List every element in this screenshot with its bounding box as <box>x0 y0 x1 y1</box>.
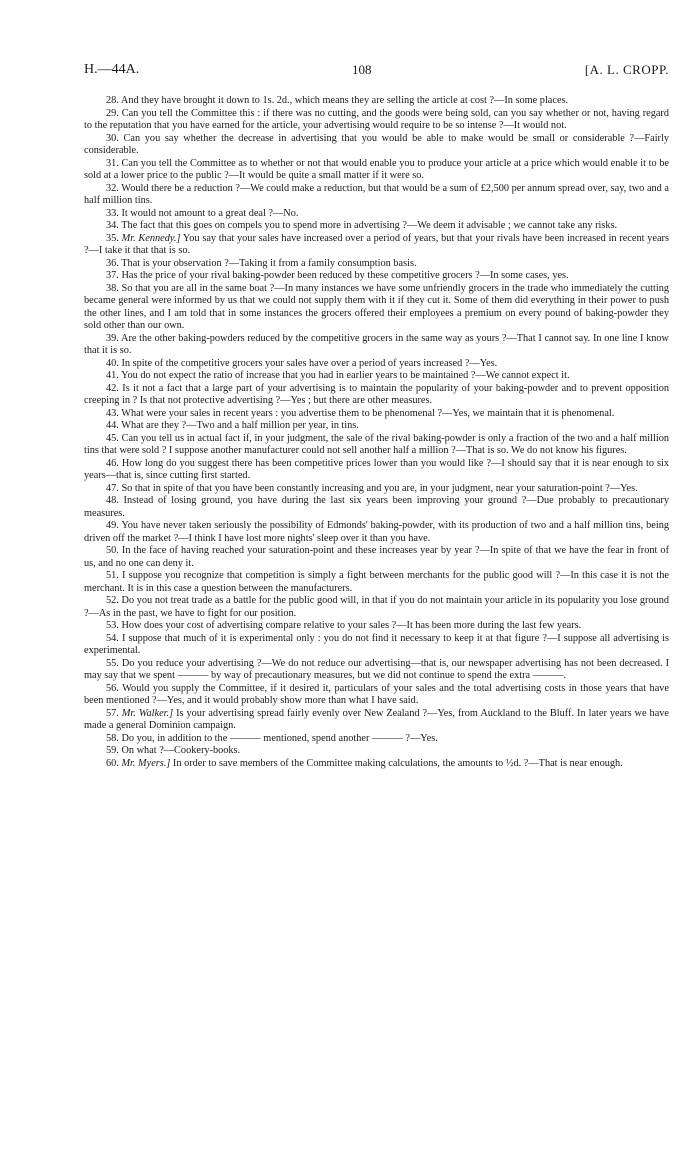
testimony-paragraph <box>84 233 669 258</box>
witness-name: [A. L. CROPP. <box>584 62 669 77</box>
testimony-paragraph <box>84 545 669 570</box>
paragraph-text: 52. Do you not treat trade as a battle for the public good will, in that if you do not maintain your article in its popularity you lose ground ?—As in the past, we have to fight for our position. <box>84 595 669 619</box>
testimony-paragraph <box>84 495 669 520</box>
testimony-paragraph <box>84 520 669 545</box>
paragraph-text: 44. What are they ?—Two and a half million per year, in tins. <box>106 420 359 431</box>
testimony-paragraph <box>84 458 669 483</box>
paragraph-text: 36. That is your observation ?—Taking it from a family consumption basis. <box>106 257 417 269</box>
paragraph-text: 33. It would not amount to a great deal ?—No. <box>106 207 299 219</box>
testimony-paragraph <box>84 433 669 458</box>
testimony-paragraph <box>84 333 669 358</box>
page-number: 108 <box>352 62 372 77</box>
paragraph-text: 50. In the face of having reached your saturation-point and these increases year by year ?—In spite of that we have the fear in front of us, and no one can deny it. <box>84 545 669 569</box>
paragraph-text: 30. Can you say whether the decrease in advertising that you would be able to make would be small or considerable ?—Fairly considerable. <box>84 132 669 156</box>
testimony-paragraph <box>84 708 669 733</box>
paragraph-text: 46. How long do you suggest there has been competitive prices lower than you would like ?—I should say that it is near enough to six years—that is, since cutting first started. <box>84 457 669 481</box>
testimony-paragraph <box>84 758 669 771</box>
paragraph-text: 40. In spite of the competitive grocers your sales have over a period of years increased ?—Yes. <box>106 357 498 369</box>
question-number: 57. <box>106 707 122 719</box>
testimony-paragraph <box>84 133 669 158</box>
paragraph-text: 56. Would you supply the Committee, if it desired it, particulars of your sales and the total advertising costs in those years that have been mentioned ?—Yes, and it would probably show more than what I have said. <box>84 682 669 706</box>
paragraph-text: 43. What were your sales in recent years : you advertise them to be phenomenal ?—Yes, we maintain that it is phenomenal. <box>106 407 615 419</box>
testimony-paragraph <box>84 745 669 758</box>
testimony-body <box>84 95 669 770</box>
paragraph-text: 58. Do you, in addition to the ——— mentioned, spend another ——— ?—Yes. <box>106 732 438 744</box>
question-text: You say that your sales have increased over a period of years, but that your rivals have been increased in recent years ?—I take it that that is so. <box>84 232 669 256</box>
testimony-paragraph <box>84 158 669 183</box>
paragraph-text: 32. Would there be a reduction ?—We could make a reduction, but that would be a sum of £2,500 per annum spread over, say, two and a half million tins. <box>84 182 669 206</box>
paragraph-text: 47. So that in spite of that you have been constantly increasing and you are, in your judgment, near your saturation-point ?—Yes. <box>106 482 638 494</box>
testimony-paragraph <box>84 633 669 658</box>
testimony-paragraph <box>84 595 669 620</box>
question-number: 60. <box>106 757 122 769</box>
paragraph-text: 39. Are the other baking-powders reduced by the competitive grocers in the same way as yours ?—That I cannot say. In one line I know that it is so. <box>84 332 669 356</box>
paragraph-text: 29. Can you tell the Committee this : if there was no cutting, and the goods were being sold, can you say whether or not, having regard to the reputation that you have earned for the article, your advertising would require to be so intense ?—It would not. <box>84 107 669 131</box>
testimony-paragraph <box>84 483 669 496</box>
testimony-paragraph <box>84 683 669 708</box>
speaker-name: Mr. Walker.] <box>121 707 174 719</box>
paragraph-text: 41. You do not expect the ratio of increase that you had in earlier years to be maintained ?—We cannot expect it. <box>106 370 570 381</box>
page-header <box>84 62 669 82</box>
paragraph-text: 34. The fact that this goes on compels you to spend more in advertising ?—We deem it advisable ; we cannot take any risks. <box>106 220 618 231</box>
paragraph-text: 37. Has the price of your rival baking-powder been reduced by these competitive grocers ?—In some cases, yes. <box>106 270 569 281</box>
testimony-paragraph <box>84 220 669 233</box>
paragraph-text: 51. I suppose you recognize that competition is simply a fight between merchants for the public good will ?—In this case it is not the merchant. It is in this case a question between the manufacturers. <box>84 570 669 594</box>
testimony-paragraph <box>84 270 669 283</box>
paragraph-text: 59. On what ?—Cookery-books. <box>106 745 241 756</box>
paragraph-text: 49. You have never taken seriously the possibility of Edmonds' baking-powder, with its production of two and a half million tins, being driven off the market ?—I think I have lost more nights' sleep over it than you have. <box>84 520 669 544</box>
testimony-paragraph <box>84 370 669 383</box>
report-code: H.—44A. <box>84 62 140 77</box>
testimony-paragraph <box>84 208 669 221</box>
testimony-paragraph <box>84 108 669 133</box>
testimony-paragraph <box>84 283 669 333</box>
testimony-paragraph <box>84 183 669 208</box>
testimony-paragraph <box>84 258 669 271</box>
question-text: In order to save members of the Committee making calculations, the amounts to ½d. ?—That is near enough. <box>170 757 623 769</box>
testimony-paragraph <box>84 620 669 633</box>
testimony-paragraph <box>84 570 669 595</box>
paragraph-text: 45. Can you tell us in actual fact if, in your judgment, the sale of the rival baking-powder is only a fraction of the two and a half million tins that were sold ? I suppose another manufacturer could not sell another half a million ?—That is so. We do not know his figures. <box>84 432 669 456</box>
testimony-paragraph <box>84 95 669 108</box>
testimony-paragraph <box>84 658 669 683</box>
paragraph-text: 31. Can you tell the Committee as to whether or not that would enable you to produce your article at a price which would enable it to be sold at a lower price to the public ?—It would be quite a small matter if it were so. <box>84 157 669 181</box>
paragraph-text: 55. Do you reduce your advertising ?—We do not reduce our advertising—that is, our newspaper advertising has not been decreased. I may say that we spent ——— by way of precautionary measures, but we did not continue to spend the extra ———. <box>84 657 669 681</box>
paragraph-text: 54. I suppose that much of it is experimental only : you do not find it necessary to keep it at that figure ?—I suppose all advertising is experimental. <box>84 632 669 656</box>
paragraph-text: 28. And they have brought it down to 1s. 2d., which means they are selling the article at cost ?—In some places. <box>106 95 569 106</box>
speaker-name: Mr. Kennedy.] <box>121 232 181 244</box>
testimony-paragraph <box>84 383 669 408</box>
question-text: Is your advertising spread fairly evenly over New Zealand ?—Yes, from Auckland to the Bluff. In later years we have made a general Dominion campaign. <box>84 707 669 731</box>
paragraph-text: 42. Is it not a fact that a large part of your advertising is to maintain the popularity of your baking-powder and to prevent opposition creeping in ? Is that not protective advertising ?—Yes ; but there are other measures. <box>84 382 669 406</box>
paragraph-text: 53. How does your cost of advertising compare relative to your sales ?—It has been more during the last few years. <box>106 620 582 631</box>
paragraph-text: 48. Instead of losing ground, you have during the last six years been improving your ground ?—Due probably to precautionary measures. <box>84 495 669 519</box>
testimony-paragraph <box>84 420 669 433</box>
speaker-name: Mr. Myers.] <box>121 757 171 769</box>
question-number: 35. <box>106 232 122 244</box>
testimony-paragraph <box>84 408 669 421</box>
testimony-paragraph <box>84 358 669 371</box>
paragraph-text: 38. So that you are all in the same boat ?—In many instances we have some unfriendly grocers in the trade who immediately the cutting became general were informed by us that we could not supply them with it if they cut it. Some of them did everything in their power to push the other lines, and I am told that in some instances the grocers offered their employees a premium on every pound of baking-powder they sold other than our own. <box>84 282 669 331</box>
testimony-paragraph <box>84 733 669 746</box>
